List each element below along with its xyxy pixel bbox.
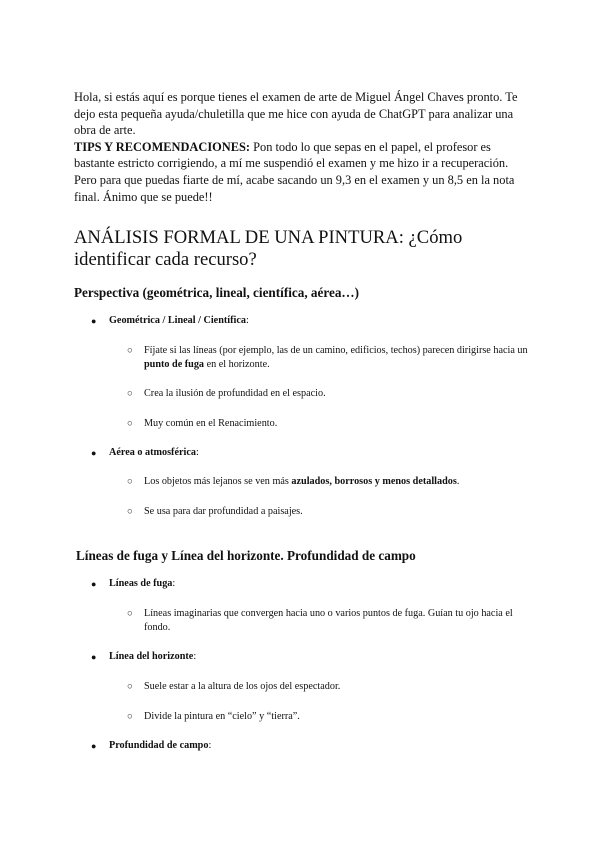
item-colon: : — [208, 740, 212, 751]
bullet-circle-icon: ○ — [127, 477, 133, 487]
tips-text: Pon todo lo que sepas en el papel, el profesor es bastante estricto corrigiendo, a mí me suspendió el examen y me hizo ir a recuperación. Pero para que puedas fiarte de mí, acabe sacando un 9,3 en el examen y un 8,5 en la nota final. Ánimo que se puede!! — [74, 139, 515, 204]
subitem-text: Muy común en el Renacimiento. — [144, 418, 278, 429]
bullet-disc-icon: ● — [91, 448, 97, 458]
item-colon: : — [193, 651, 197, 662]
section-perspectiva-title: Perspectiva (geométrica, lineal, científica, aérea…) — [74, 285, 360, 300]
subitem-text: Divide la pintura en “cielo” y “tierra”. — [144, 711, 300, 722]
item-label: Geométrica / Lineal / Científica — [109, 315, 246, 326]
subitem-bold: punto de fuga — [144, 359, 205, 371]
heading-main: ANÁLISIS FORMAL DE UNA PINTURA: — [74, 227, 404, 248]
bullet-circle-icon: ○ — [127, 507, 133, 517]
bullet-circle-icon: ○ — [127, 346, 133, 356]
bullet-circle-icon: ○ — [127, 389, 133, 399]
section-lineas-title: Líneas de fuga y Línea del horizonte. Profundidad de campo — [76, 548, 416, 563]
bullet-circle-icon: ○ — [127, 712, 133, 722]
item-colon: : — [195, 447, 199, 458]
subitem-text: en el horizonte. — [204, 359, 270, 371]
item-label: Profundidad de campo — [109, 740, 209, 751]
bullet-disc-icon: ● — [91, 316, 97, 326]
bullet-disc-icon: ● — [91, 741, 97, 751]
subitem-text: Los objetos más lejanos se ven más — [144, 476, 292, 487]
bullet-circle-icon: ○ — [127, 419, 133, 429]
subitem-text: . — [456, 476, 460, 487]
item-label: Líneas de fuga — [109, 578, 173, 589]
bullet-circle-icon: ○ — [127, 682, 133, 692]
bullet-circle-icon: ○ — [127, 609, 133, 619]
subitem-text: Líneas imaginarias que convergen hacia uno o varios puntos de fuga. Guían tu ojo hacia el fondo. — [144, 608, 513, 634]
bullet-disc-icon: ● — [91, 579, 97, 589]
item-colon: : — [172, 578, 176, 589]
subitem-bold: azulados, borrosos y menos detallados — [291, 476, 457, 487]
item-label: Línea del horizonte — [109, 651, 194, 662]
subitem-text: Fíjate si las líneas (por ejemplo, las de un camino, edificios, techos) parecen dirigirse hacia un — [144, 345, 528, 356]
subitem-text: Se usa para dar profundidad a paisajes. — [144, 506, 303, 517]
tips-label: TIPS Y RECOMENDACIONES: — [74, 139, 251, 154]
bullet-disc-icon: ● — [91, 652, 97, 662]
intro-block — [74, 89, 530, 205]
subitem-text: Suele estar a la altura de los ojos del espectador. — [144, 681, 341, 692]
item-label: Aérea o atmosférica — [109, 447, 196, 458]
intro-paragraph: Hola, si estás aquí es porque tienes el examen de arte de Miguel Ángel Chaves pronto. Te dejo esta pequeña ayuda/chuletilla que me hice con ayuda de ChatGPT para analizar una obra de arte. — [74, 90, 518, 138]
item-colon: : — [245, 315, 249, 326]
tips-paragraph — [74, 139, 530, 205]
subitem-text: Crea la ilusión de profundidad en el espacio. — [144, 388, 326, 399]
heading-sub: ¿Cómo identificar cada recurso? — [74, 227, 463, 270]
main-heading — [74, 227, 534, 271]
